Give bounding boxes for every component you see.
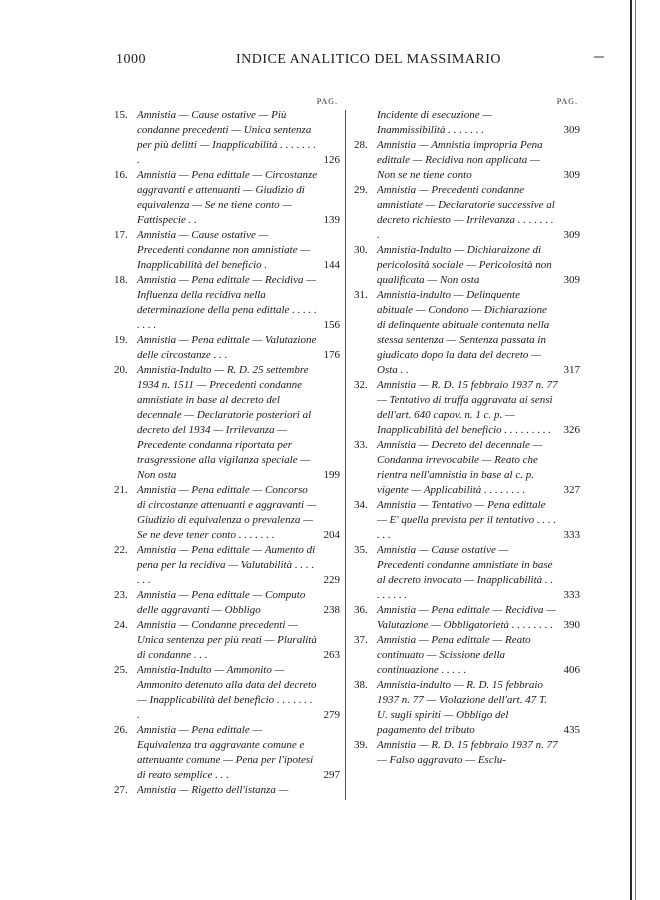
entry-page-ref: 238 (323, 604, 340, 616)
entry-page-ref: 199 (323, 469, 340, 481)
entry-text: Amnistia — Cause ostative — Più condanne precedenti — Unica sentenza per più delitti — Inapplicabilità . . . . . . . . (137, 109, 317, 166)
entry-text: Amnistia-Indulto — Ammonito — Ammonito detenuto alla data del decreto — Inapplicabilità del beneficio . . . . . . . . (137, 664, 317, 721)
entry-text: Amnistia-Indulto — Dichiaraizone di pericolosità sociale — Pericolosità non qualificata — Non osta (377, 244, 552, 286)
entry-page-ref: 390 (563, 619, 580, 631)
pag-label: PAG. (556, 97, 578, 106)
pag-label: PAG. (316, 97, 338, 106)
entry-page-ref: 263 (323, 649, 340, 661)
entry-number: 15. (114, 109, 128, 121)
entry-number: 28. (354, 139, 368, 151)
index-entry (354, 288, 580, 378)
page-header (116, 52, 556, 74)
index-entry (114, 723, 340, 783)
entry-number: 32. (354, 379, 368, 391)
index-entry (354, 603, 580, 633)
entry-text: Amnistia — Pena edittale — Computo delle aggravanti — Obbligo (137, 589, 306, 616)
entry-number: 30. (354, 244, 368, 256)
entry-page-ref: 309 (563, 169, 580, 181)
entry-number: 33. (354, 439, 368, 451)
entry-page-ref: 309 (563, 124, 580, 136)
entry-text: Amnistia — Pena edittale — Circostanze aggravanti e attenuanti — Giudizio di equivalenza — Se ne tiene conto — Fattispecie . . (137, 169, 318, 226)
entry-number: 18. (114, 274, 128, 286)
index-entry (354, 678, 580, 738)
index-entry (114, 108, 340, 168)
entry-text: Amnistia — Precedenti condanne amnistiate — Declaratorie successive al decreto richiesto — Irrilevanza . . . . . . . . (377, 184, 555, 241)
entry-text: Amnistia — Pena edittale — Recidiva — Influenza della recidiva nella determinazione della pena edittale . . . . . . . . . (137, 274, 317, 331)
entry-text: Amnistia — Pena edittale — Equivalenza tra aggravante comune e attenuante comune — Pena per l'ipotesi di reato semplice . . . (137, 724, 314, 781)
entry-page-ref: 333 (563, 529, 580, 541)
entry-number: 19. (114, 334, 128, 346)
index-entry (114, 228, 340, 273)
entry-number: 35. (354, 544, 368, 556)
index-entry (114, 588, 340, 618)
right-column (354, 94, 580, 768)
entry-text: Amnistia — Decreto del decennale — Condanna irrevocabile — Reato che rientra nell'amnistia in base al c. p. vigente — Applicabilità . . . . . . . . (377, 439, 543, 496)
entry-page-ref: 309 (563, 274, 580, 286)
entry-number: 27. (114, 784, 128, 796)
entry-number: 37. (354, 634, 368, 646)
entry-text: Amnistia-indulto — Delinquente abituale — Condono — Dichiarazione di delinquente abituale contenuta nella stessa sentenza — Sentenza passata in giudicato dopo la data del decreto — Osta . . (377, 289, 550, 376)
index-entry (114, 333, 340, 363)
entry-text: Amnistia — Amnistia impropria Pena edittale — Recidiva non applicata — Non se ne tiene conto (377, 139, 543, 181)
entry-list (354, 108, 580, 768)
entry-page-ref: 317 (563, 364, 580, 376)
index-entry (114, 783, 340, 798)
index-entry (354, 543, 580, 603)
entry-text: Amnistia — Cause ostative — Precedenti condanne non amnistiate — Inapplicabilità del beneficio . (137, 229, 311, 271)
entry-text: Amnistia — R. D. 15 febbraio 1937 n. 77 — Tentativo di truffa aggravata ai sensi dell'art. 640 capov. n. 1 c. p. — Inapplicabilità del beneficio . . . . . . . . . (377, 379, 558, 436)
entry-text: Amnistia — Condanne precedenti — Unica sentenza per più reati — Pluralità di condanne . . . (137, 619, 317, 661)
page-number: 1000 (116, 52, 146, 67)
entry-number: 34. (354, 499, 368, 511)
index-entry (114, 663, 340, 723)
entry-text: Amnistia — Pena edittale — Reato continuato — Scissione della continuazione . . . . . (377, 634, 531, 676)
index-entry (354, 138, 580, 183)
page-edge-shadow (635, 0, 636, 900)
entry-text: Incidente di esecuzione — Inammissibilità . . . . . . . (377, 109, 493, 136)
entry-page-ref: 406 (563, 664, 580, 676)
entry-number: 29. (354, 184, 368, 196)
index-entry (354, 183, 580, 243)
entry-text: Amnistia-Indulto — R. D. 25 settembre 1934 n. 1511 — Precedenti condanne amnistiate in base al decreto del decennale — Declaratorie posteriori al decreto del 1934 — Irrilevanza — Precedente condanna riportata per trasgressione alla vigilanza speciale — Non osta (137, 364, 312, 481)
entry-text: Amnistia — Cause ostative — Precedenti condanne amnistiate in base al decreto invocato — Inapplicabilità . . . . . . . . (377, 544, 554, 601)
index-entry (114, 363, 340, 483)
entry-number: 20. (114, 364, 128, 376)
entry-text: Amnistia — Pena edittale — Aumento di pena per la recidiva — Valutabilità . . . . . . . (137, 544, 316, 586)
entry-text: Amnistia-indulto — R. D. 15 febbraio 1937 n. 77 — Violazione dell'art. 47 T. U. sugli spiriti — Obbligo del pagamento del tributo (377, 679, 548, 736)
margin-tick-mark (594, 56, 604, 58)
entry-page-ref: 229 (323, 574, 340, 586)
entry-page-ref: 204 (323, 529, 340, 541)
index-entry (354, 438, 580, 498)
index-entry (354, 243, 580, 288)
index-entry (114, 483, 340, 543)
entry-number: 31. (354, 289, 368, 301)
page-title: INDICE ANALITICO DEL MASSIMARIO (236, 52, 502, 67)
entry-page-ref: 309 (563, 229, 580, 241)
entry-number: 17. (114, 229, 128, 241)
entry-number: 26. (114, 724, 128, 736)
entry-page-ref: 327 (563, 484, 580, 496)
index-entry (354, 633, 580, 678)
index-entry (354, 738, 580, 768)
entry-page-ref: 144 (323, 259, 340, 271)
entry-number: 39. (354, 739, 368, 751)
left-column (114, 94, 340, 798)
column-divider (345, 110, 346, 800)
entry-text: Amnistia — Pena edittale — Concorso di circostanze attenuanti e aggravanti — Giudizio di equivalenza o prevalenza — Se ne deve tener conto . . . . . . . (137, 484, 317, 541)
entry-text: Amnistia — R. D. 15 febbraio 1937 n. 77 — Falso aggravato — Esclu- (377, 739, 558, 766)
entry-page-ref: 139 (323, 214, 340, 226)
entry-page-ref: 279 (323, 709, 340, 721)
index-entry (354, 498, 580, 543)
entry-number: 36. (354, 604, 368, 616)
entry-text: Amnistia — Tentativo — Pena edittale — E' quella prevista per il tentativo . . . . . . . (377, 499, 557, 541)
page-edge-line (630, 0, 632, 900)
entry-number: 21. (114, 484, 128, 496)
index-entry (354, 378, 580, 438)
entry-text: Amnistia — Pena edittale — Valutazione delle circostanze . . . (137, 334, 317, 361)
index-entry (114, 273, 340, 333)
entry-page-ref: 126 (323, 154, 340, 166)
entry-page-ref: 435 (563, 724, 580, 736)
entry-page-ref: 156 (323, 319, 340, 331)
entry-text: Amnistia — Pena edittale — Recidiva — Valutazione — Obbligatorietà . . . . . . . . (377, 604, 557, 631)
entry-number: 24. (114, 619, 128, 631)
entry-number: 25. (114, 664, 128, 676)
index-entry (114, 543, 340, 588)
entry-text: Amnistia — Rigetto dell'istanza — (137, 784, 289, 796)
index-entry (114, 618, 340, 663)
entry-number: 23. (114, 589, 128, 601)
entry-number: 16. (114, 169, 128, 181)
entry-list (114, 108, 340, 798)
entry-page-ref: 326 (563, 424, 580, 436)
entry-page-ref: 333 (563, 589, 580, 601)
index-entry (114, 168, 340, 228)
entry-number: 38. (354, 679, 368, 691)
entry-page-ref: 297 (323, 769, 340, 781)
entry-page-ref: 176 (323, 349, 340, 361)
entry-number: 22. (114, 544, 128, 556)
index-entry (354, 108, 580, 138)
